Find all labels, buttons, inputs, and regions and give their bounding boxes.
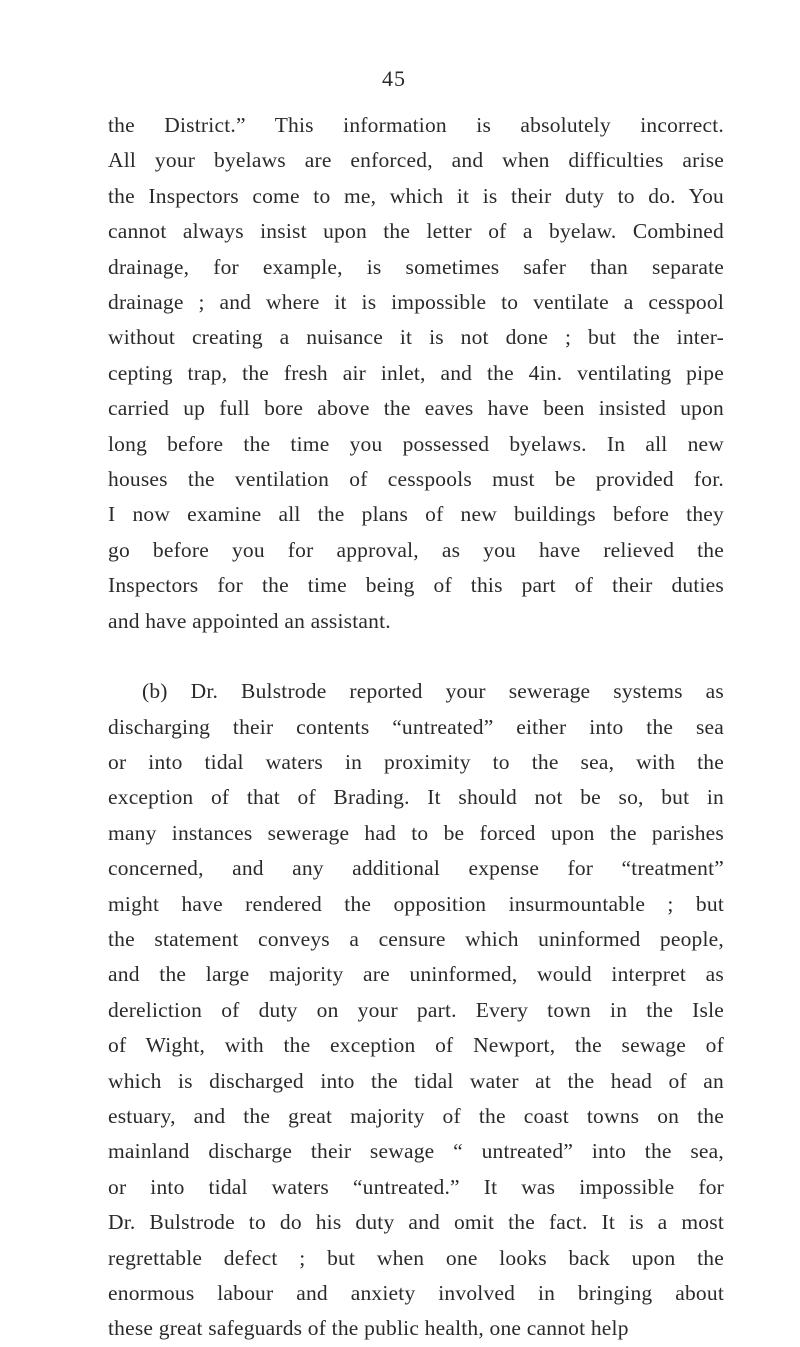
text-line: go before you for approval, as you have relieved the — [108, 537, 724, 562]
text-line: All your byelaws are enforced, and when difficulties arise — [108, 148, 724, 173]
text-line: houses the ventilation of cesspools must be provided for. — [108, 467, 724, 492]
text-line: drainage ; and where it is impossible to ventilate a cesspool — [108, 290, 724, 315]
text-line: estuary, and the great majority of the coast towns on the — [108, 1103, 724, 1128]
text-line: drainage, for example, is sometimes safer than separate — [108, 254, 724, 279]
text-line: the statement conveys a censure which uninformed people, — [108, 926, 724, 951]
text-line: and have appointed an assistant. — [108, 608, 391, 633]
text-line: dereliction of duty on your part. Every town in the Isle — [108, 997, 724, 1022]
text-line: cepting trap, the fresh air inlet, and the 4in. ventilating pipe — [108, 360, 724, 385]
text-line: many instances sewerage had to be forced upon the parishes — [108, 820, 724, 845]
text-line: enormous labour and anxiety involved in bringing about — [108, 1281, 724, 1305]
text-line: or into tidal waters “untreated.” It was impossible for — [108, 1174, 724, 1199]
text-line: regrettable defect ; but when one looks back upon the — [108, 1245, 724, 1270]
text-line: exception of that of Brading. It should not be so, but in — [108, 785, 724, 810]
text-line: Inspectors for the time being of this part of their duties — [108, 573, 724, 598]
text-line: I now examine all the plans of new buildings before they — [108, 502, 724, 527]
text-line: which is discharged into the tidal water at the head of an — [108, 1068, 724, 1093]
text-line: or into tidal waters in proximity to the sea, with the — [108, 749, 724, 774]
text-line: the District.” This information is absolutely incorrect. — [108, 113, 724, 137]
text-line: discharging their contents “untreated” either into the sea — [108, 714, 724, 739]
paragraph-2 — [108, 674, 724, 1347]
page-number: 45 — [382, 66, 406, 91]
text-line: without creating a nuisance it is not done ; but the inter- — [108, 325, 724, 350]
body-text — [108, 108, 724, 1347]
text-line: might have rendered the opposition insurmountable ; but — [108, 891, 724, 916]
text-line: concerned, and any additional expense for “treatment” — [108, 856, 724, 881]
text-line: these great safeguards of the public health, one cannot help — [108, 1316, 629, 1341]
text-line: cannot always insist upon the letter of a byelaw. Combined — [108, 219, 724, 244]
text-line: carried up full bore above the eaves have been insisted upon — [108, 396, 724, 421]
paragraph-spacer — [108, 639, 724, 674]
text-line: Dr. Bulstrode to do his duty and omit the fact. It is a most — [108, 1210, 724, 1235]
paragraph-1 — [108, 108, 724, 639]
text-line: the Inspectors come to me, which it is their duty to do. You — [108, 183, 724, 208]
text-line: and the large majority are uninformed, would interpret as — [108, 962, 724, 987]
text-line: (b) Dr. Bulstrode reported your sewerage systems as — [142, 679, 724, 704]
text-line: mainland discharge their sewage “ untreated” into the sea, — [108, 1139, 724, 1164]
text-line: long before the time you possessed byelaws. In all new — [108, 431, 724, 456]
text-line: of Wight, with the exception of Newport, the sewage of — [108, 1033, 724, 1058]
